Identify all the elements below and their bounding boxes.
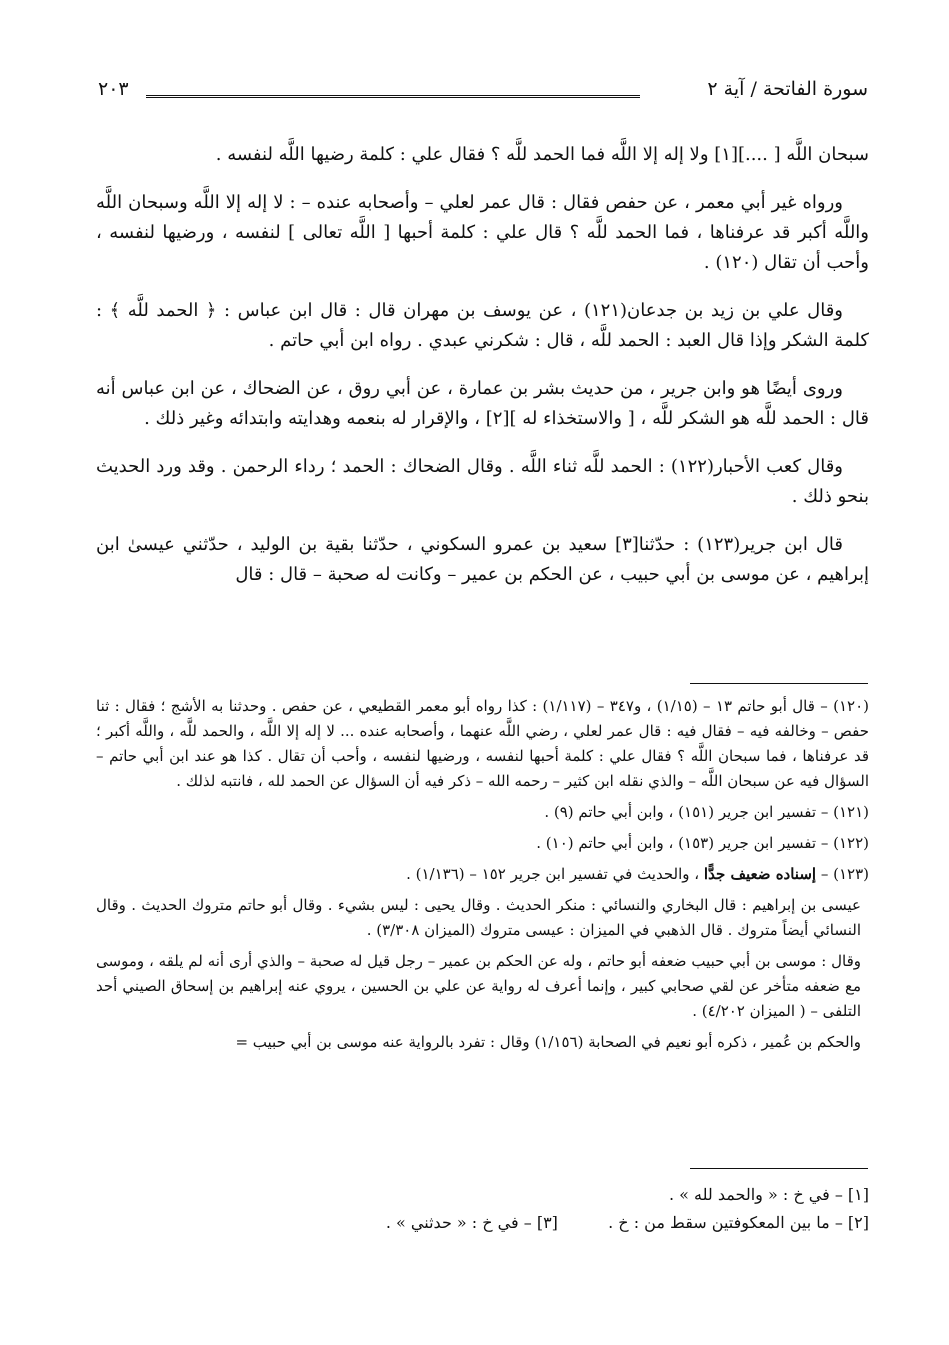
surah-title: سورة الفاتحة / آية ٢: [707, 78, 868, 100]
editor-note-2: [٢] – ما بين المعكوفتين سقط من : خ .: [608, 1213, 869, 1232]
editor-note-3: [٣] – في خ : « حدثني » .: [385, 1213, 558, 1232]
footnote-rule: [690, 683, 868, 684]
main-text: [96, 140, 869, 608]
footnote-123-text: ، والحديث في تفسير ابن جرير ١٥٢ – (١/١٣٦) .: [406, 865, 700, 883]
paragraph: وقال كعب الأحبار(١٢٢) : الحمد للَّه ثناء اللَّه . وقال الضحاك : الحمد ؛ رداء الرحمن . وقد ورد الحديث بنحو ذلك .: [96, 456, 869, 507]
editor-notes-rule: [690, 1168, 868, 1169]
footnote-123-grading: إسناده ضعيف جدًّا: [703, 865, 817, 883]
footnote-narrator-note: وقال : موسى بن أبي حبيب ضعفه أبو حاتم ، وله عن الحكم بن عمير – رجل قيل له صحبة – والذي أرى أنه لم يلقه ، وموسى مع ضعفه متأخر عن لقي صحابي كبير ، وإنما أعرف له رواية عن علي بن الحسين ، يروي عنه إبراهيم بن إسحاق الصيني أحد التلفى – ( الميزان ٤/٢٠٢) .: [96, 952, 861, 1020]
paragraph: وقال علي بن زيد بن جدعان(١٢١) ، عن يوسف بن مهران قال : قال ابن عباس : ﴿ الحمد للَّه ﴾ : كلمة الشكر وإذا قال العبد : الحمد للَّه ، قال : شكرني عبدي . رواه ابن أبي حاتم .: [96, 300, 869, 351]
editor-note-1: [١] – في خ : « والحمد لله » .: [669, 1185, 869, 1204]
footnote-123-number: (١٢٣) –: [820, 865, 869, 883]
footnote-122: (١٢٢) – تفسير ابن جرير (١٥٣) ، وابن أبي حاتم (١٠) .: [536, 834, 869, 852]
editor-note-row: [96, 1211, 869, 1235]
header-rule: [146, 95, 640, 98]
footnotes: [96, 694, 869, 1061]
footnote-120: (١٢٠) – قال أبو حاتم ١٣ – (١/١٥) ، و٣٤٧ – (١/١١٧) : كذا رواه أبو معمر القطيعي ، عن حفص . وحدثنا به الأشج ؛ فقال : ثنا حفص – وخالفه فيه – فقال فيه : قال عمر لعلي ، رضي اللَّه عنهما ، وأصحابه عنده ... لا إله إلا اللَّه ، والحمد للَّه ، واللَّه أكبر ؛ قد عرفناها ، فما سبحان اللَّه ؟ فقال علي : كلمة أحبها لنفسه ، ورضيها لنفسه ، وأحب أن تقال . كذا هو عند ابن أبي حاتم – السؤال فيه عن سبحان اللَّه – والذي نقله ابن كثير – رحمه الله – ذكر فيه أن السؤال عن الحمد لله ، فانتبه لذلك .: [96, 697, 869, 790]
footnote-narrator-note: والحكم بن عُمير ، ذكره أبو نعيم في الصحابة (١/١٥٦) وقال : تفرد بالرواية عنه موسى بن أبي حبيب =: [235, 1033, 861, 1051]
page-number: ٢٠٣: [98, 78, 129, 100]
running-header: [98, 78, 868, 108]
paragraph: وروى أيضًا هو وابن جرير ، من حديث بشر بن عمارة ، عن أبي روق ، عن الضحاك ، عن ابن عباس أنه قال : الحمد للَّه هو الشكر للَّه ، [ والاستخذاء له ][٢] ، والإقرار له بنعمه وهدايته وابتدائه وغير ذلك .: [96, 378, 869, 429]
paragraph: قال ابن جرير(١٢٣) : حدّثنا[٣] سعيد بن عمرو السكوني ، حدّثنا بقية بن الوليد ، حدّثني عيسىٰ ابن إبراهيم ، عن موسى بن أبي حبيب ، عن الحكم بن عمير – وكانت له صحبة – قال : قال: [96, 534, 869, 585]
footnote-123: [96, 862, 869, 887]
paragraph: سبحان اللَّه [ ....][١] ولا إله إلا اللَّه فما الحمد للَّه ؟ فقال علي : كلمة رضيها اللَّه لنفسه .: [215, 144, 869, 165]
footnote-121: (١٢١) – تفسير ابن جرير (١٥١) ، وابن أبي حاتم (٩) .: [544, 803, 869, 821]
footnote-narrator-note: عيسى بن إبراهيم : قال البخاري والنسائي : منكر الحديث . وقال يحيى : ليس بشيء . وقال أبو حاتم متروك الحديث . وقال النسائي أيضاً متروك . قال الذهبي في الميزان : عيسى متروك (الميزان ٣/٣٠٨) .: [96, 896, 861, 939]
paragraph: ورواه غير أبي معمر ، عن حفص فقال : قال عمر لعلي – وأصحابه عنده – : لا إله إلا اللَّه وسبحان اللَّه واللَّه أكبر قد عرفناها ، فما الحمد للَّه ؟ قال علي : كلمة أحبها [ اللَّه تعالى ] لنفسه ، ورضيها لنفسه ، وأحب أن تقال (١٢٠) .: [96, 192, 869, 273]
editor-notes: [96, 1183, 869, 1239]
